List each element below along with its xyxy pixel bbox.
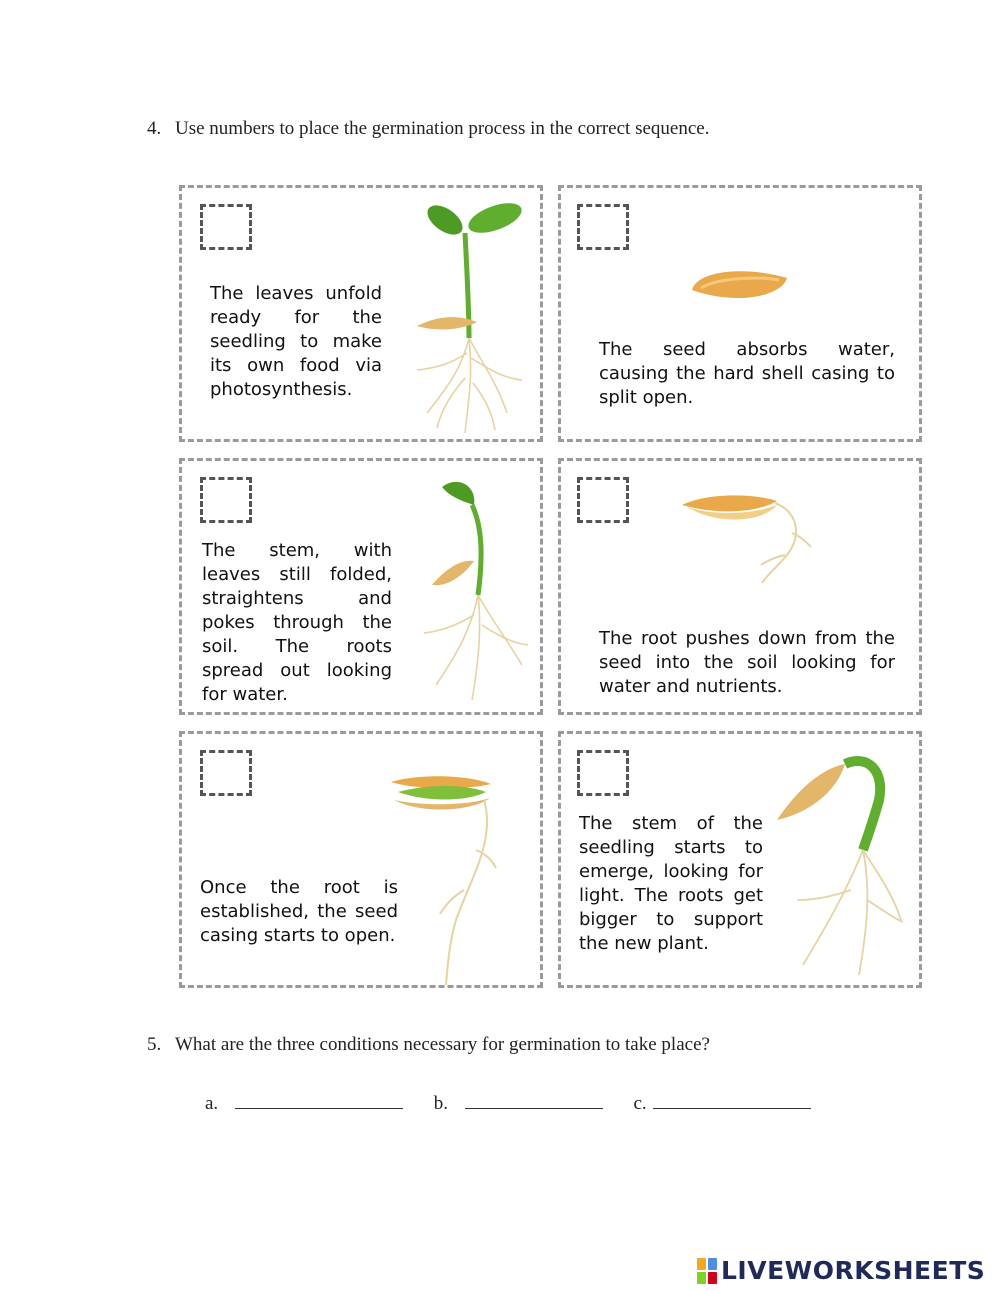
card-text: The leaves unfold ready for the seedling to make its own food via photosynthesis. bbox=[210, 283, 382, 400]
answer-c-field[interactable] bbox=[653, 1090, 811, 1109]
card-text: The stem, with leaves still folded, straightens and pokes through the soil. The roots spread out looking for water. bbox=[202, 540, 392, 705]
logo-text: LIVEWORKSHEETS bbox=[721, 1256, 986, 1285]
card-text: The root pushes down from the seed into the soil looking for water and nutrients. bbox=[599, 628, 895, 697]
answer-a-label: a. bbox=[205, 1093, 219, 1114]
question-5-text: What are the three conditions necessary for germination to take place? bbox=[175, 1034, 710, 1055]
sequence-number-box[interactable] bbox=[577, 204, 629, 250]
sequence-number-box[interactable] bbox=[577, 750, 629, 796]
card-root-pushes bbox=[558, 458, 922, 715]
answer-c-label: c. bbox=[633, 1093, 647, 1114]
sequence-number-box[interactable] bbox=[200, 750, 252, 796]
answer-a-field[interactable] bbox=[235, 1090, 403, 1109]
question-5-number: 5. bbox=[147, 1034, 162, 1055]
question-4-text: Use numbers to place the germination process in the correct sequence. bbox=[175, 118, 710, 139]
seed-image bbox=[687, 262, 797, 312]
seedling-folded-leaves-image bbox=[412, 475, 532, 705]
card-stem-straightens bbox=[179, 458, 543, 715]
emerging-stem-image bbox=[767, 750, 907, 980]
answer-b-field[interactable] bbox=[465, 1090, 603, 1109]
opening-seed-image bbox=[386, 770, 506, 990]
card-text: The stem of the seedling starts to emerge, looking for light. The roots get bigger to support the new plant. bbox=[579, 813, 763, 954]
answer-row bbox=[205, 1090, 811, 1115]
card-text: Once the root is established, the seed casing starts to open. bbox=[200, 877, 398, 946]
seedling-open-leaves-image bbox=[407, 198, 537, 438]
card-leaves-unfold bbox=[179, 185, 543, 442]
question-5 bbox=[147, 1034, 710, 1056]
sequence-number-box[interactable] bbox=[200, 204, 252, 250]
card-seed-absorbs bbox=[558, 185, 922, 442]
logo-mark-icon bbox=[697, 1258, 717, 1284]
card-stem-emerges bbox=[558, 731, 922, 988]
seed-with-root-image bbox=[677, 485, 817, 585]
question-4 bbox=[147, 118, 709, 140]
answer-b-label: b. bbox=[433, 1093, 448, 1114]
card-casing-opens bbox=[179, 731, 543, 988]
liveworksheets-logo bbox=[697, 1256, 985, 1285]
sequence-number-box[interactable] bbox=[200, 477, 252, 523]
card-text: The seed absorbs water, causing the hard shell casing to split open. bbox=[599, 339, 895, 408]
question-4-number: 4. bbox=[147, 118, 162, 139]
sequence-number-box[interactable] bbox=[577, 477, 629, 523]
